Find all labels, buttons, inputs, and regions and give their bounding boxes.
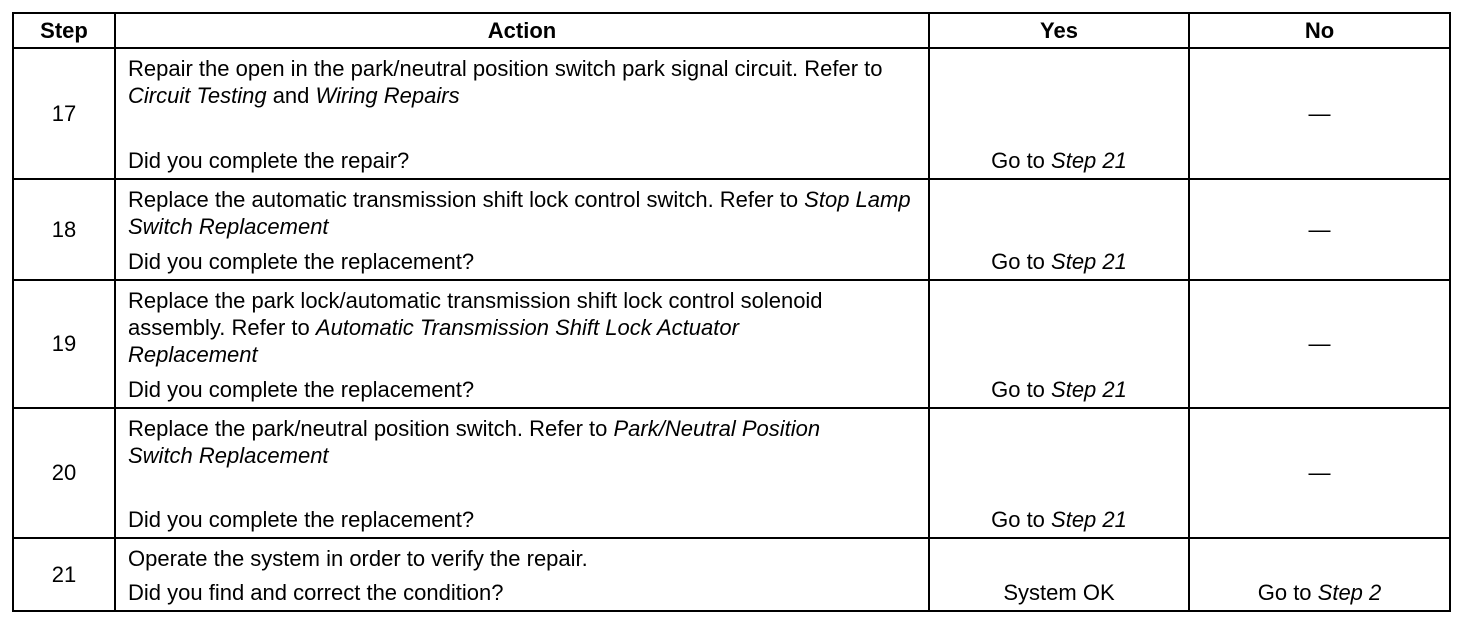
diagnostic-table [12, 12, 1451, 612]
yes-prefix: Go to [991, 249, 1052, 274]
table-row [13, 408, 1450, 538]
action-cell [115, 179, 929, 280]
action-cell [115, 280, 929, 408]
yes-cell [929, 408, 1189, 538]
instruction-text: Operate the system in order to verify the repair. [128, 546, 588, 571]
yes-result: System OK [1003, 580, 1115, 605]
action-instruction [128, 55, 918, 109]
no-cell [1189, 538, 1450, 611]
yes-prefix: Go to [991, 148, 1052, 173]
table-row [13, 280, 1450, 408]
yes-cell [929, 280, 1189, 408]
header-action: Action [115, 13, 929, 48]
yes-prefix: Go to [991, 377, 1052, 402]
step-number: 20 [13, 408, 115, 538]
action-instruction [128, 545, 918, 572]
yes-step-link[interactable]: Step 21 [1051, 249, 1127, 274]
yes-cell [929, 538, 1189, 611]
action-question: Did you complete the repair? [128, 148, 410, 173]
instruction-text: Repair the open in the park/neutral position switch park signal circuit. Refer to [128, 56, 883, 81]
no-step-link[interactable]: Step 2 [1317, 580, 1382, 605]
step-number: 17 [13, 48, 115, 179]
table-row [13, 48, 1450, 179]
yes-cell [929, 179, 1189, 280]
action-instruction [128, 186, 918, 240]
step-number: 21 [13, 538, 115, 611]
header-step: Step [13, 13, 115, 48]
action-cell [115, 48, 929, 179]
instruction-text: Replace the automatic transmission shift lock control switch. Refer to [128, 187, 805, 212]
header-no: No [1189, 13, 1450, 48]
no-cell: — [1189, 179, 1450, 280]
yes-step-link[interactable]: Step 21 [1051, 377, 1127, 402]
instruction-ref: Circuit Testing [128, 83, 267, 108]
no-cell: — [1189, 280, 1450, 408]
action-instruction [128, 287, 918, 368]
action-question: Did you complete the replacement? [128, 377, 475, 402]
instruction-text: and [266, 83, 316, 108]
action-cell [115, 538, 929, 611]
no-cell: — [1189, 408, 1450, 538]
header-row [13, 13, 1450, 48]
action-question: Did you find and correct the condition? [128, 580, 504, 605]
header-yes: Yes [929, 13, 1189, 48]
yes-step-link[interactable]: Step 21 [1051, 148, 1127, 173]
action-instruction [128, 415, 918, 469]
instruction-ref: Automatic Transmission Shift Lock Actuator Replacement [128, 315, 739, 367]
instruction-ref: Wiring Repairs [315, 83, 460, 108]
instruction-ref: Park/Neutral Position Switch Replacement [128, 416, 821, 468]
action-question: Did you complete the replacement? [128, 507, 475, 532]
table-row [13, 179, 1450, 280]
instruction-ref: Stop Lamp Switch Replacement [128, 187, 911, 239]
step-number: 19 [13, 280, 115, 408]
instruction-text: Replace the park/neutral position switch. Refer to [128, 416, 614, 441]
yes-prefix: Go to [991, 507, 1052, 532]
step-number: 18 [13, 179, 115, 280]
instruction-text: Replace the park lock/automatic transmission shift lock control solenoid assembly. Refer to [128, 288, 823, 340]
action-cell [115, 408, 929, 538]
diagnostic-table-container [12, 12, 1451, 612]
yes-cell [929, 48, 1189, 179]
table-row [13, 538, 1450, 611]
yes-step-link[interactable]: Step 21 [1051, 507, 1127, 532]
no-prefix: Go to [1257, 580, 1318, 605]
no-cell: — [1189, 48, 1450, 179]
action-question: Did you complete the replacement? [128, 249, 475, 274]
